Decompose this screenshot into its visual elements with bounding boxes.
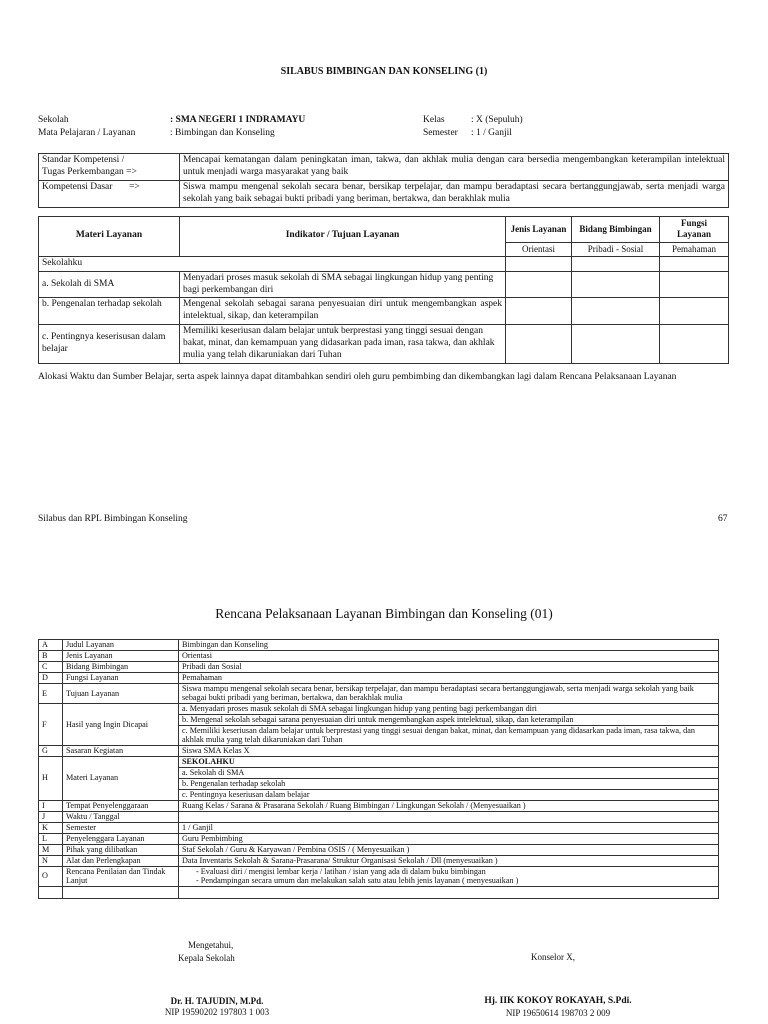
semester-label: Semester: [423, 128, 458, 138]
row-label: Fungsi Layanan: [63, 673, 179, 684]
rpl-row: [39, 833, 719, 844]
row-value: Staf Sekolah / Guru & Karyawan / Pembina OSIS / ( Menyesuaikan ): [179, 844, 719, 855]
row-value: Siswa mampu mengenal sekolah secara benar, bersikap terpelajar, dan mampu beradaptasi secara bertanggungjawab, serta menjadi warga sekolah yang baik sebagai bukti pribadi yang beriman, bertakwa, dan berakhlak mulia: [179, 684, 719, 704]
rpl-table: [38, 639, 719, 899]
row-letter: A: [39, 640, 63, 651]
kompetensi-dasar-label: Kompetensi Dasar =>: [39, 180, 180, 207]
kompetensi-table: [38, 153, 729, 208]
materi-cell: b. Pengenalan terhadap sekolah: [39, 298, 180, 325]
row-letter: O: [39, 866, 63, 886]
row-value: Orientasi: [179, 651, 719, 662]
row-label: Waktu / Tanggal: [63, 811, 179, 822]
row-letter: D: [39, 673, 63, 684]
rpl-row: [39, 822, 719, 833]
row-label: Pihak yang dilibatkan: [63, 844, 179, 855]
rpl-row: [39, 855, 719, 866]
materi-cell: c. Pentingnya keserisusan dalam belajar: [39, 325, 180, 364]
rpl-row: [39, 651, 719, 662]
silabus-title: SILABUS BIMBINGAN DAN KONSELING (1): [280, 66, 488, 77]
materi-item: a. Sekolah di SMA: [179, 767, 719, 778]
row-value: Data Inventaris Sekolah & Sarana-Prasarana/ Struktur Organisasi Sekolah / Dll (menyesuaikan ): [179, 855, 719, 866]
fungsi-value: Pemahaman: [660, 242, 729, 256]
materi-item: c. Pentingnya keseriusan dalam belajar: [179, 789, 719, 800]
kepala-name: Dr. H. TAJUDIN, M.Pd.: [170, 996, 264, 1006]
signature-name-left: [160, 996, 274, 1019]
evaluasi-cell: [179, 866, 719, 886]
materi-heading: SEKOLAHKU: [179, 756, 719, 767]
table-row: [39, 298, 729, 325]
kompetensi-dasar-value: Siswa mampu mengenal sekolah secara benar, bersikap terpelajar, dan mampu beradaptasi secara bertanggungjawab, serta menjadi warga sekolah yang baik sebagai bukti pribadi yang beriman, bertakwa, dan berakhlak mulia: [180, 180, 729, 207]
mengetahui-label: Mengetahui,: [188, 940, 234, 950]
rpl-row: [39, 640, 719, 651]
row-letter: E: [39, 684, 63, 704]
section-label: Sekolahku: [39, 256, 506, 271]
row-label: Materi Layanan: [63, 756, 179, 800]
hasil-item: c. Memiliki keseriusan dalam belajar untuk berprestasi yang tinggi sesuai dengan bakat, minat, dan kemampuan yang didasarkan pada iman, rasa takwa, dan akhlak mulia yang telah dikaruniakan dari Tuhan: [179, 725, 719, 745]
row-label: Rencana Penilaian dan Tindak Lanjut: [63, 866, 179, 886]
rpl-row-empty: [39, 886, 719, 898]
row-letter: M: [39, 844, 63, 855]
row-label: Tujuan Layanan: [63, 684, 179, 704]
section-row: [39, 256, 729, 271]
row-letter: B: [39, 651, 63, 662]
standar-kompetensi-label: Standar Kompetensi / Tugas Perkembangan =>: [39, 154, 180, 181]
row-letter: J: [39, 811, 63, 822]
signature-name-right: [468, 996, 648, 1019]
bidang-value: Pribadi - Sosial: [572, 242, 660, 256]
row-label: Penyelenggara Layanan: [63, 833, 179, 844]
materi-cell: a. Sekolah di SMA: [39, 271, 180, 298]
evaluasi-item: - Pendampingan secara umum dan melakukan salah satu atau lebih jenis layanan ( menyesuaikan ): [196, 876, 519, 886]
header-fungsi: Fungsi Layanan: [660, 217, 729, 243]
indikator-cell: Menyadari proses masuk sekolah di SMA sebagai lingkungan hidup yang penting bagi perkembangan diri: [180, 271, 506, 298]
row-value: [179, 811, 719, 822]
rpl-row: [39, 844, 719, 855]
row-label: Bidang Bimbingan: [63, 662, 179, 673]
jenis-value: Orientasi: [506, 242, 572, 256]
standar-kompetensi-row: [39, 154, 729, 181]
indikator-cell: Memiliki keseriusan dalam belajar untuk berprestasi yang tinggi sesuai dengan bakat, minat, dan kemampuan yang didasarkan pada iman, rasa takwa, dan akhlak mulia yang telah dikaruniakan dari Tuhan: [180, 325, 506, 364]
row-letter: G: [39, 745, 63, 756]
rpl-row-evaluasi: [39, 866, 719, 886]
silabus-table: [38, 216, 729, 364]
hasil-item: b. Mengenal sekolah sebagai sarana penyesuaian diri untuk mengembangkan aspek intelektual, sikap, dan keterampilan: [179, 714, 719, 725]
standar-kompetensi-value: Mencapai kematangan dalam peningkatan iman, takwa, dan akhlak mulia dengan cara bersedia mengembangkan keterampilan intelektual untuk menjadi warga masyarakat yang baik: [180, 154, 729, 181]
row-value: Guru Pembimbing: [179, 833, 719, 844]
rpl-row: [39, 673, 719, 684]
row-letter: K: [39, 822, 63, 833]
row-letter: H: [39, 756, 63, 800]
sekolah-value: : SMA NEGERI 1 INDRAMAYU: [170, 115, 306, 125]
row-letter: C: [39, 662, 63, 673]
row-value: Pemahaman: [179, 673, 719, 684]
indikator-cell: Mengenal sekolah sebagai sarana penyesuaian diri untuk mengembangkan aspek intelektual, sikap, dan keterampilan: [180, 298, 506, 325]
row-label: Judul Layanan: [63, 640, 179, 651]
row-letter: L: [39, 833, 63, 844]
row-value: Pribadi dan Sosial: [179, 662, 719, 673]
rpl-row-hasil: [39, 703, 719, 714]
rpl-row: [39, 800, 719, 811]
header-jenis: Jenis Layanan: [506, 217, 572, 243]
kelas-value: : X (Sepuluh): [471, 115, 523, 125]
semester-value: : 1 / Ganjil: [471, 128, 512, 138]
row-label: Semester: [63, 822, 179, 833]
rpl-row: [39, 684, 719, 704]
row-value: Siswa SMA Kelas X: [179, 745, 719, 756]
row-label: Tempat Penyelenggaraan: [63, 800, 179, 811]
row-value: 1 / Ganjil: [179, 822, 719, 833]
rpl-title: Rencana Pelaksanaan Layanan Bimbingan dan Konseling (01): [215, 606, 553, 621]
evaluasi-item: - Evaluasi diri / mengisi lembar kerja / latihan / isian yang ada di dalam buku bimbingan: [196, 866, 486, 876]
page-footer: Silabus dan RPL Bimbingan Konseling: [38, 514, 188, 524]
rpl-row: [39, 745, 719, 756]
materi-item: b. Pengenalan terhadap sekolah: [179, 778, 719, 789]
info-row-mapel: [38, 128, 738, 141]
kepala-label: Kepala Sekolah: [178, 952, 235, 963]
rpl-row: [39, 662, 719, 673]
row-value: Bimbingan dan Konseling: [179, 640, 719, 651]
konselor-name: Hj. IIK KOKOY ROKAYAH, S.Pdi.: [484, 996, 632, 1006]
kompetensi-dasar-row: [39, 180, 729, 207]
kepala-nip: NIP 19590202 197803 1 003: [164, 1007, 270, 1018]
signature-left: [178, 939, 235, 964]
header-indikator: Indikator / Tujuan Layanan: [180, 217, 506, 257]
header-bidang: Bidang Bimbingan: [572, 217, 660, 243]
hasil-item: a. Menyadari proses masuk sekolah di SMA sebagai lingkungan hidup yang penting bagi perkembangan diri: [179, 703, 719, 714]
sekolah-label: Sekolah: [38, 115, 69, 125]
row-label: Jenis Layanan: [63, 651, 179, 662]
rpl-row-materi: [39, 756, 719, 767]
silabus-note: Alokasi Waktu dan Sumber Belajar, serta aspek lainnya dapat ditambahkan sendiri oleh guru pembimbing dan dikembangkan lagi dalam Rencana Pelaksanaan Layanan: [38, 372, 677, 382]
row-letter: F: [39, 703, 63, 745]
row-label: Sasaran Kegiatan: [63, 745, 179, 756]
silabus-header-row: [39, 217, 729, 243]
konselor-nip: NIP 19650614 198703 2 009: [505, 1007, 611, 1018]
row-letter: N: [39, 855, 63, 866]
table-row: [39, 325, 729, 364]
info-row-sekolah: [38, 115, 738, 128]
page-number: 67: [718, 514, 728, 524]
rpl-row: [39, 811, 719, 822]
row-label: Alat dan Perlengkapan: [63, 855, 179, 866]
mapel-label: Mata Pelajaran / Layanan: [38, 128, 136, 138]
row-value: Ruang Kelas / Sarana & Prasarana Sekolah / Ruang Bimbingan / Lingkungan Sekolah / (Menyesuaikan ): [179, 800, 719, 811]
header-materi: Materi Layanan: [39, 217, 180, 257]
kelas-label: Kelas: [423, 115, 445, 125]
mapel-value: : Bimbingan dan Konseling: [170, 128, 275, 138]
konselor-label: Konselor X,: [531, 952, 575, 962]
row-label: Hasil yang Ingin Dicapai: [63, 703, 179, 745]
table-row: [39, 271, 729, 298]
silabus-info: [38, 115, 738, 141]
row-letter: I: [39, 800, 63, 811]
